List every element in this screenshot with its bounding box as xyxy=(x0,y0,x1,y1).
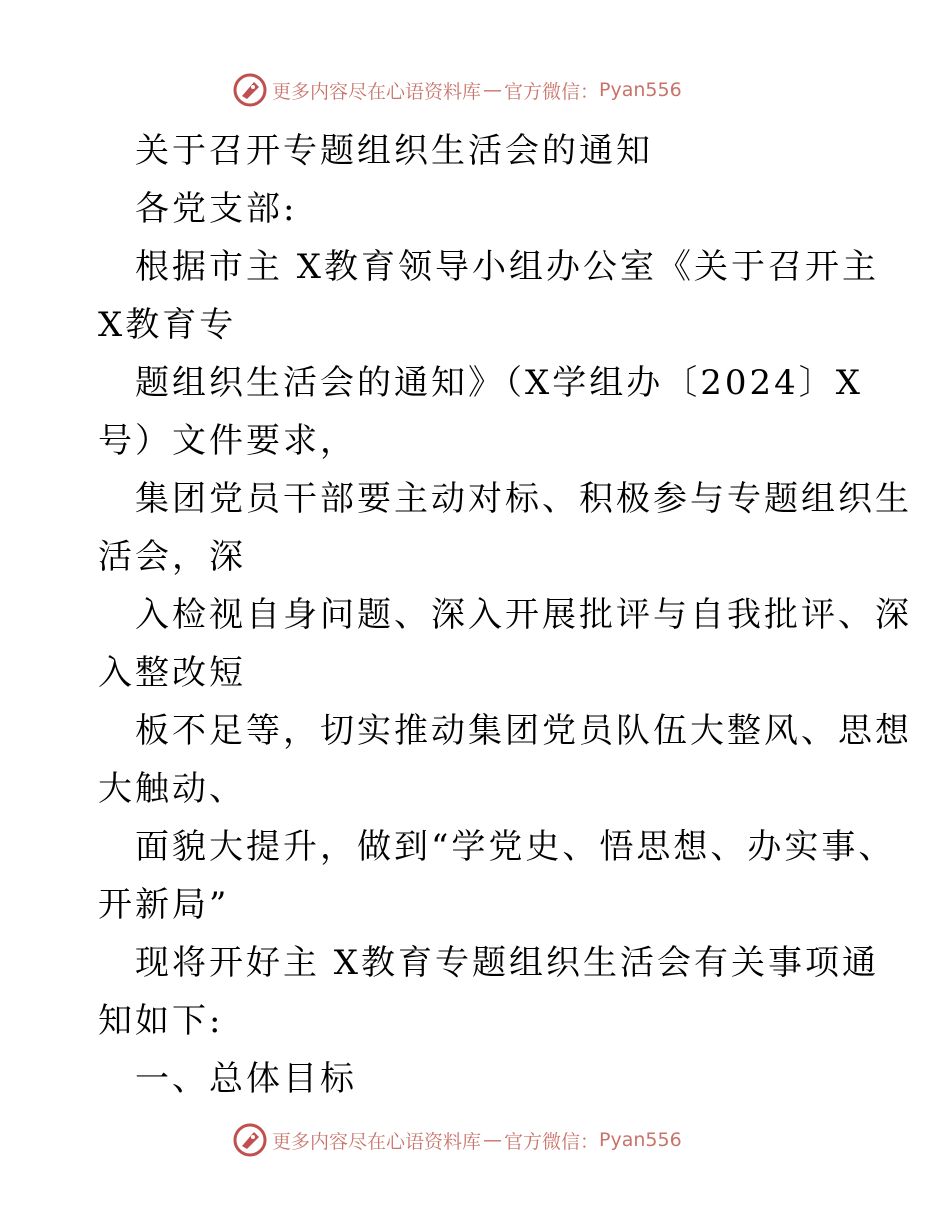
body-line: 号）文件要求， xyxy=(98,421,357,461)
watermark-wechat-label: 官方微信： xyxy=(504,1130,600,1153)
watermark-text: 更多内容尽在心语资料库 xyxy=(272,1130,482,1153)
body-line: 根据市主 X教育领导小组办公室《关于召开主 xyxy=(135,247,880,287)
body-line: 题组织生活会的通知》（X学组办〔2024〕X xyxy=(135,363,863,403)
pen-nib-logo-icon xyxy=(232,1122,268,1158)
watermark-separator: — xyxy=(483,79,503,101)
watermark-wechat-id: Pyan556 xyxy=(599,1129,682,1151)
document-title: 关于召开专题组织生活会的通知 xyxy=(135,131,653,171)
watermark-text: 更多内容尽在心语资料库 xyxy=(272,80,482,103)
footer-watermark xyxy=(232,1120,682,1160)
body-line: 集团党员干部要主动对标、积极参与专题组织生 xyxy=(135,479,912,519)
body-line: 知如下: xyxy=(98,1001,224,1041)
body-line: 入检视自身问题、深入开展批评与自我批评、深 xyxy=(135,595,912,635)
watermark-separator: — xyxy=(483,1129,503,1151)
body-line: 开新局” xyxy=(98,885,230,925)
salutation: 各党支部: xyxy=(135,189,298,229)
body-line: 现将开好主 X教育专题组织生活会有关事项通 xyxy=(135,943,880,983)
body-line: 活会，深 xyxy=(98,537,246,577)
document-body xyxy=(98,122,912,1108)
body-line: 板不足等，切实推动集团党员队伍大整风、思想 xyxy=(135,711,912,751)
watermark-wechat-id: Pyan556 xyxy=(599,79,682,101)
body-line: X教育专 xyxy=(98,305,237,345)
header-watermark xyxy=(232,70,682,110)
body-line: 大触动、 xyxy=(98,769,246,809)
section-heading: 一、总体目标 xyxy=(135,1059,357,1099)
watermark-wechat-label: 官方微信： xyxy=(504,80,600,103)
body-line: 入整改短 xyxy=(98,653,246,693)
body-line: 面貌大提升，做到“学党史、悟思想、办实事、 xyxy=(135,827,896,867)
pen-nib-logo-icon xyxy=(232,72,268,108)
